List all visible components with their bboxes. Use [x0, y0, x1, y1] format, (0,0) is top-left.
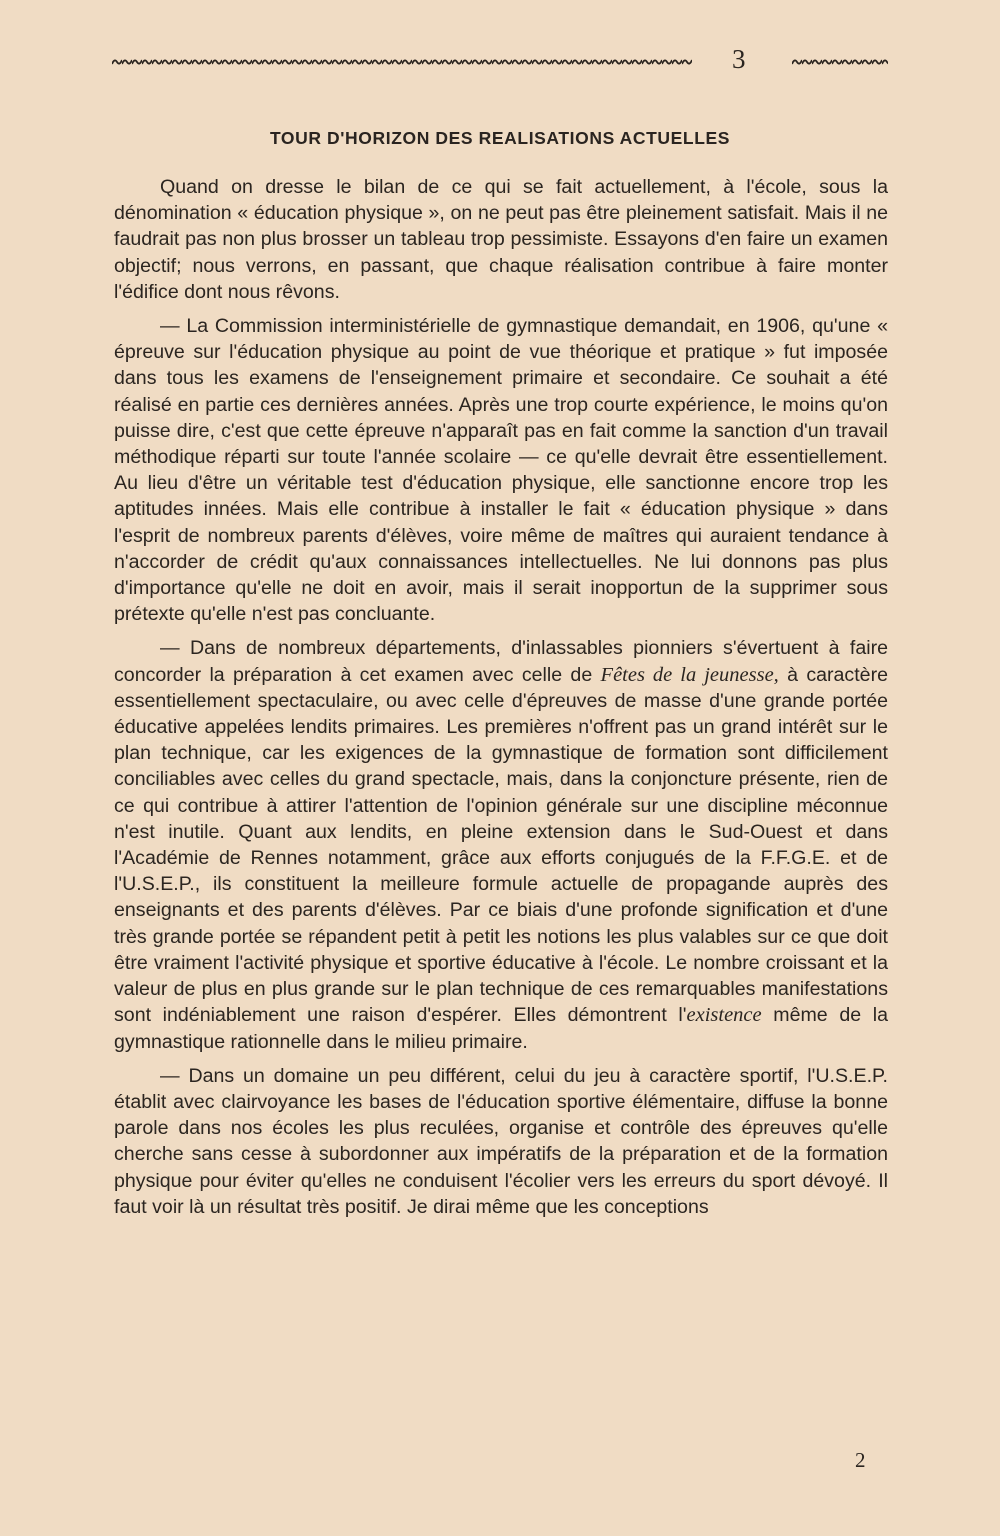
italic-existence: existence [686, 1004, 762, 1027]
paragraph-3-part-3: même de la gymnastique rationnelle dans le milieu primaire. [114, 1004, 888, 1053]
italic-fetes-jeunesse: Fêtes de la jeunesse, [600, 663, 779, 686]
article-body [114, 174, 888, 1228]
paragraph-1: Quand on dresse le bilan de ce qui se fait actuellement, à l'école, sous la dénomination « éducation physique », on ne peut pas être pleinement satisfait. Mais il ne faudrait pas non plus brosser un tableau trop pessimiste. Essayons d'en faire un examen objectif; nous verrons, en passant, que chaque réalisation contribue à faire monter l'édifice dont nous rêvons. [114, 176, 888, 303]
paragraph-2: — La Commission interministérielle de gymnastique demandait, en 1906, qu'une « épreuve sur l'éducation physique au point de vue théorique et pratique » fut imposée dans tous les examens de l'enseignement primaire et secondaire. Ce souhait a été réalisé en partie ces dernières années. Après une trop courte expérience, le moins qu'on puisse dire, c'est que cette épreuve n'apparaît pas en fait comme la sanction d'un travail méthodique réparti sur toute l'année scolaire — ce qu'elle devrait être essentiellement. Au lieu d'être un véritable test d'éducation physique, elle sanctionne encore trop les aptitudes innées. Mais elle contribue à installer le fait « éducation physique » dans l'esprit de nombreux parents d'élèves, voire même de maîtres qui auraient tendance à n'accorder de crédit qu'aux connaissances intellectuelles. Ne lui donnons pas plus d'importance qu'elle ne doit en avoir, mais il serait inopportun de la supprimer sous prétexte qu'elle n'est pas concluante. [114, 315, 888, 626]
decorative-rule-right [792, 58, 888, 66]
paragraph-3 [114, 635, 888, 1054]
section-title: TOUR D'HORIZON DES REALISATIONS ACTUELLES [269, 128, 731, 148]
paragraph-3-part-1: — Dans de nombreux départements, d'inlassables pionniers s'évertuent à faire concorder la préparation à cet examen avec celle de [114, 637, 888, 686]
page-number-bottom: 2 [855, 1448, 866, 1472]
paragraph-4: — Dans un domaine un peu différent, celui du jeu à caractère sportif, l'U.S.E.P. établit avec clairvoyance les bases de l'éducation sportive élémentaire, diffuse la bonne parole dans nos écoles les plus reculées, organise et contrôle des épreuves qu'elle cherche sans cesse à subordonner aux impératifs de la préparation et de la formation physique pour éviter qu'elles ne conduisent l'écolier vers les erreurs du sport dévoyé. Il faut voir là un résultat très positif. Je dirai même que les conceptions [114, 1064, 888, 1218]
page-number-top: 3 [732, 44, 746, 74]
decorative-rule-left [112, 58, 692, 66]
page-header [112, 44, 888, 74]
paragraph-3-part-2: à caractère essentiellement spectaculaire, ou avec celle d'épreuves de masse d'une grande portée éducative appelées lendits primaires. Les premières n'offrent pas un grand intérêt sur le plan technique, car les exigences de la gymnastique de formation sont difficilement conciliables avec celles du grand spectacle, mais, dans la conjoncture présente, rien de ce qui contribue à attirer l'attention de l'opinion générale sur une discipline méconnue n'est inutile. Quant aux lendits, en pleine extension dans le Sud-Ouest et dans l'Académie de Rennes notamment, grâce aux efforts conjugués de la F.F.G.E. et de l'U.S.E.P., ils constituent la meilleure formule actuelle de propagande auprès des enseignants et des parents d'élèves. Par ce biais d'une profonde signification et d'une très grande portée se répandent petit à petit les notions les plus valables sur ce que doit être vraiment l'activité physique et sportive éducative à l'école. Le nombre croissant et la valeur de plus en plus grande sur le plan technique de ces remarquables manifestations sont indéniablement une raison d'espérer. Elles démontrent l' [114, 663, 888, 1027]
